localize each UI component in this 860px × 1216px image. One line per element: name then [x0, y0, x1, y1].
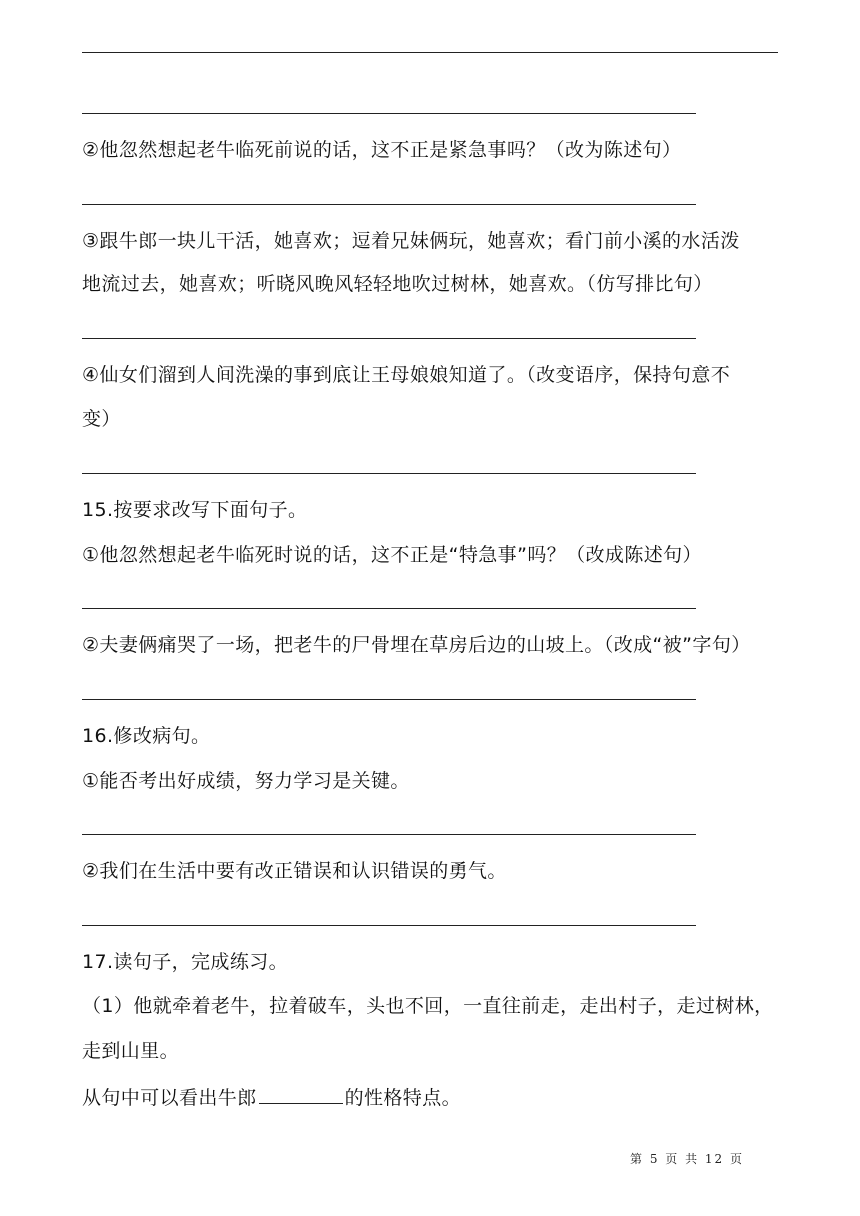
answer-line[interactable]	[82, 473, 696, 474]
q15-title: 15.按要求改写下面句子。	[82, 499, 308, 521]
answer-line[interactable]	[82, 699, 696, 700]
answer-line[interactable]	[82, 204, 696, 205]
q15-item-1: ①他忽然想起老牛临死时说的话，这不正是“特急事”吗？（改成陈述句）	[82, 544, 702, 566]
q16-item-1: ①能否考出好成绩，努力学习是关键。	[82, 770, 410, 792]
q15-item-2: ②夫妻俩痛哭了一场，把老牛的尸骨埋在草房后边的山坡上。（改成“被”字句）	[82, 634, 751, 656]
q14-item-3-line2: 地流过去，她喜欢；听晓风晚风轻轻地吹过树林，她喜欢。（仿写排比句）	[82, 273, 713, 295]
fill-blank[interactable]	[259, 1085, 343, 1104]
q17-fill-sentence	[82, 1085, 461, 1109]
page-number: 第 5 页 共 12 页	[630, 1152, 744, 1166]
q16-title: 16.修改病句。	[82, 725, 211, 747]
q17-fill-before: 从句中可以看出牛郎	[82, 1087, 257, 1109]
q16-item-2: ②我们在生活中要有改正错误和认识错误的勇气。	[82, 860, 507, 882]
q17-fill-after: 的性格特点。	[344, 1087, 462, 1109]
q14-item-3-line1: ③跟牛郎一块儿干活，她喜欢；逗着兄妹俩玩，她喜欢；看门前小溪的水活泼	[82, 230, 740, 252]
q14-item-2: ②他忽然想起老牛临死前说的话，这不正是紧急事吗？（改为陈述句）	[82, 139, 682, 161]
q17-item-1-line2: 走到山里。	[82, 1040, 180, 1062]
q17-title: 17.读句子，完成练习。	[82, 951, 289, 973]
answer-line[interactable]	[82, 113, 696, 114]
answer-line[interactable]	[82, 925, 696, 926]
answer-line[interactable]	[82, 52, 778, 53]
q14-item-4-line2: 变）	[82, 408, 121, 430]
answer-line[interactable]	[82, 608, 696, 609]
answer-line[interactable]	[82, 338, 696, 339]
q17-item-1-line1: （1）他就牵着老牛，拉着破车，头也不回，一直往前走，走出村子，走过树林，	[82, 995, 774, 1017]
q14-item-4-line1: ④仙女们溜到人间洗澡的事到底让王母娘娘知道了。（改变语序，保持句意不	[82, 364, 731, 386]
answer-line[interactable]	[82, 834, 696, 835]
